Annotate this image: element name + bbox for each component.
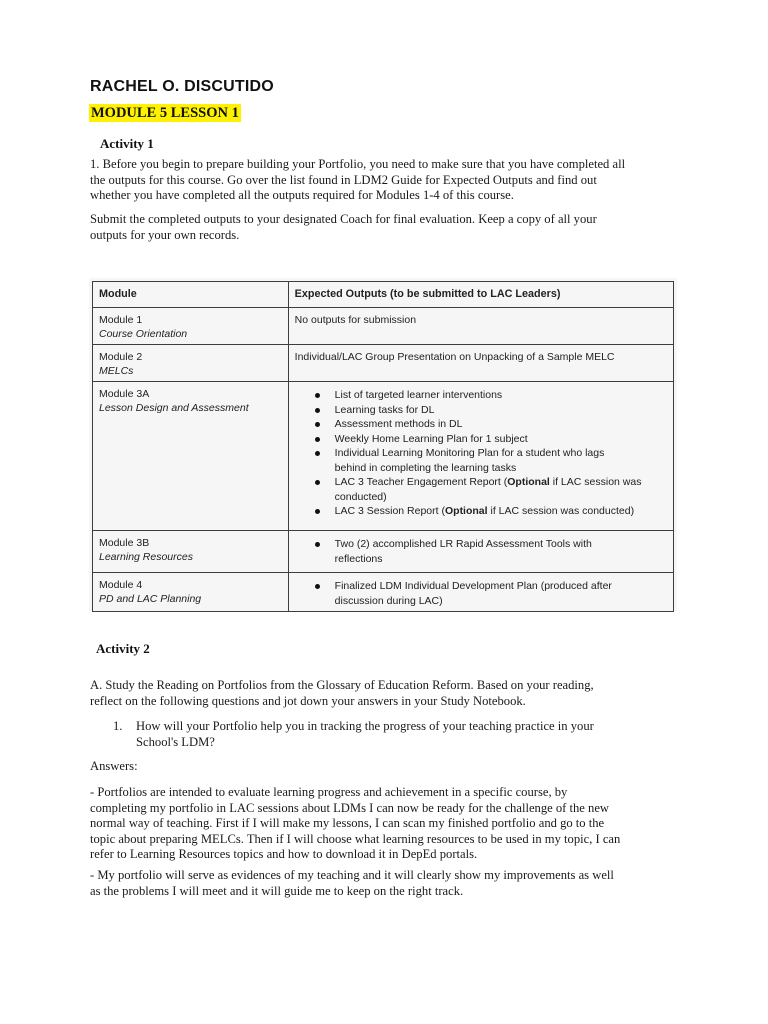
expected-outputs-table-image: [89, 278, 677, 611]
list-item: Two (2) accomplished LR Rapid Assessment Tools with reflections: [295, 537, 667, 566]
question-1: [113, 719, 673, 751]
table-row: [93, 345, 674, 382]
list-item: Learning tasks for DL: [295, 403, 667, 418]
module-subtitle: MELCs: [99, 364, 134, 377]
text-line: the outputs for this course. Go over the list found in LDM2 Guide for Expected Outputs and find out: [90, 172, 597, 187]
module-name: Module 3B: [99, 537, 150, 549]
output-cell: [288, 573, 673, 612]
text-line: 1. Before you begin to prepare building your Portfolio, you need to make sure that you have completed all: [90, 157, 626, 171]
bullet-icon: [315, 408, 320, 413]
module-cell: [93, 573, 289, 612]
text-line: completing my portfolio in LAC sessions about LDMs I can now be ready for the challenge of the new: [90, 800, 610, 815]
bullet-icon: [315, 422, 320, 427]
text-line: A. Study the Reading on Portfolios from the Glossary of Education Reform. Based on your reading,: [90, 678, 594, 692]
table-row: [93, 531, 674, 573]
column-header-expected-outputs: Expected Outputs (to be submitted to LAC Leaders): [288, 282, 673, 308]
output-cell: No outputs for submission: [288, 308, 673, 345]
output-bullet-list: [295, 388, 667, 519]
question-number: 1.: [113, 719, 123, 733]
module-subtitle: Learning Resources: [99, 550, 193, 563]
answer-1: [90, 785, 690, 863]
text-line: refer to Learning Resources topics and how to download it in DepEd portals.: [90, 847, 478, 861]
activity-1-heading: Activity 1: [100, 136, 154, 151]
text-line: - Portfolios are intended to evaluate learning progress and achievement in a specific course, by: [90, 785, 568, 799]
bullet-icon: [315, 393, 320, 398]
text-line: reflect on the following questions and jot down your answers in your Study Notebook.: [90, 693, 526, 708]
list-item: Weekly Home Learning Plan for 1 subject: [295, 432, 667, 447]
table-row: [93, 573, 674, 612]
answers-label: Answers:: [90, 759, 138, 773]
output-bullet-list: [295, 579, 667, 608]
bullet-icon: [315, 509, 320, 514]
activity-1-submit-note: [90, 212, 690, 243]
activity-1-instruction: [90, 157, 690, 204]
output-cell: Individual/LAC Group Presentation on Unpacking of a Sample MELC: [288, 345, 673, 382]
text-line: Submit the completed outputs to your designated Coach for final evaluation. Keep a copy of all your: [90, 212, 597, 226]
author-name: RACHEL O. DISCUTIDO: [90, 78, 274, 95]
module-name: Module 1: [99, 314, 143, 326]
text-line: whether you have completed all the outputs required for Modules 1-4 of this course.: [90, 188, 514, 202]
module-lesson-title: MODULE 5 LESSON 1: [91, 105, 239, 121]
module-cell: [93, 382, 289, 531]
bullet-icon: [315, 480, 320, 485]
expected-outputs-table: [92, 281, 674, 612]
list-item: Assessment methods in DL: [295, 417, 667, 432]
column-header-module: Module: [93, 282, 289, 308]
module-name: Module 2: [99, 351, 143, 363]
list-item: List of targeted learner interventions: [295, 388, 667, 403]
text-line: - My portfolio will serve as evidences of my teaching and it will clearly show my improvements as well: [90, 868, 614, 882]
module-cell: [93, 345, 289, 382]
table-row: [93, 382, 674, 531]
question-text: How will your Portfolio help you in tracking the progress of your teaching practice in your School's LDM?: [136, 719, 594, 749]
module-cell: [93, 308, 289, 345]
bullet-icon: [315, 437, 320, 442]
text-line: normal way of teaching. First if I will make my lessons, I can scan my finished portfolio and go to the: [90, 816, 605, 830]
module-subtitle: Lesson Design and Assessment: [99, 401, 249, 414]
bullet-icon: [315, 451, 320, 456]
activity-2-heading: Activity 2: [96, 641, 150, 656]
table-header-row: [93, 282, 674, 308]
table-row: [93, 308, 674, 345]
text-line: topic about preparing MELCs. Then if I will choose what learning resources to be used in my topic, I can: [90, 831, 621, 846]
answer-2: [90, 868, 690, 899]
text-line: as the problems I will meet and it will guide me to keep on the right track.: [90, 883, 464, 898]
output-cell: [288, 531, 673, 573]
output-bullet-list: [295, 537, 667, 566]
activity-2-intro: [90, 678, 690, 709]
bullet-icon: [315, 542, 320, 547]
output-cell: [288, 382, 673, 531]
list-item: Finalized LDM Individual Development Plan (produced after discussion during LAC): [295, 579, 667, 608]
list-item: Individual Learning Monitoring Plan for a student who lags behind in completing the learning tasks: [295, 446, 667, 475]
bullet-icon: [315, 584, 320, 589]
module-name: Module 4: [99, 579, 143, 591]
text-line: outputs for your own records.: [90, 227, 240, 242]
module-name: Module 3A: [99, 388, 150, 400]
list-item: LAC 3 Session Report (Optional if LAC session was conducted): [295, 504, 667, 519]
module-subtitle: PD and LAC Planning: [99, 592, 202, 605]
module-cell: [93, 531, 289, 573]
module-subtitle: Course Orientation: [99, 327, 188, 340]
list-item: LAC 3 Teacher Engagement Report (Optional if LAC session was conducted): [295, 475, 667, 504]
